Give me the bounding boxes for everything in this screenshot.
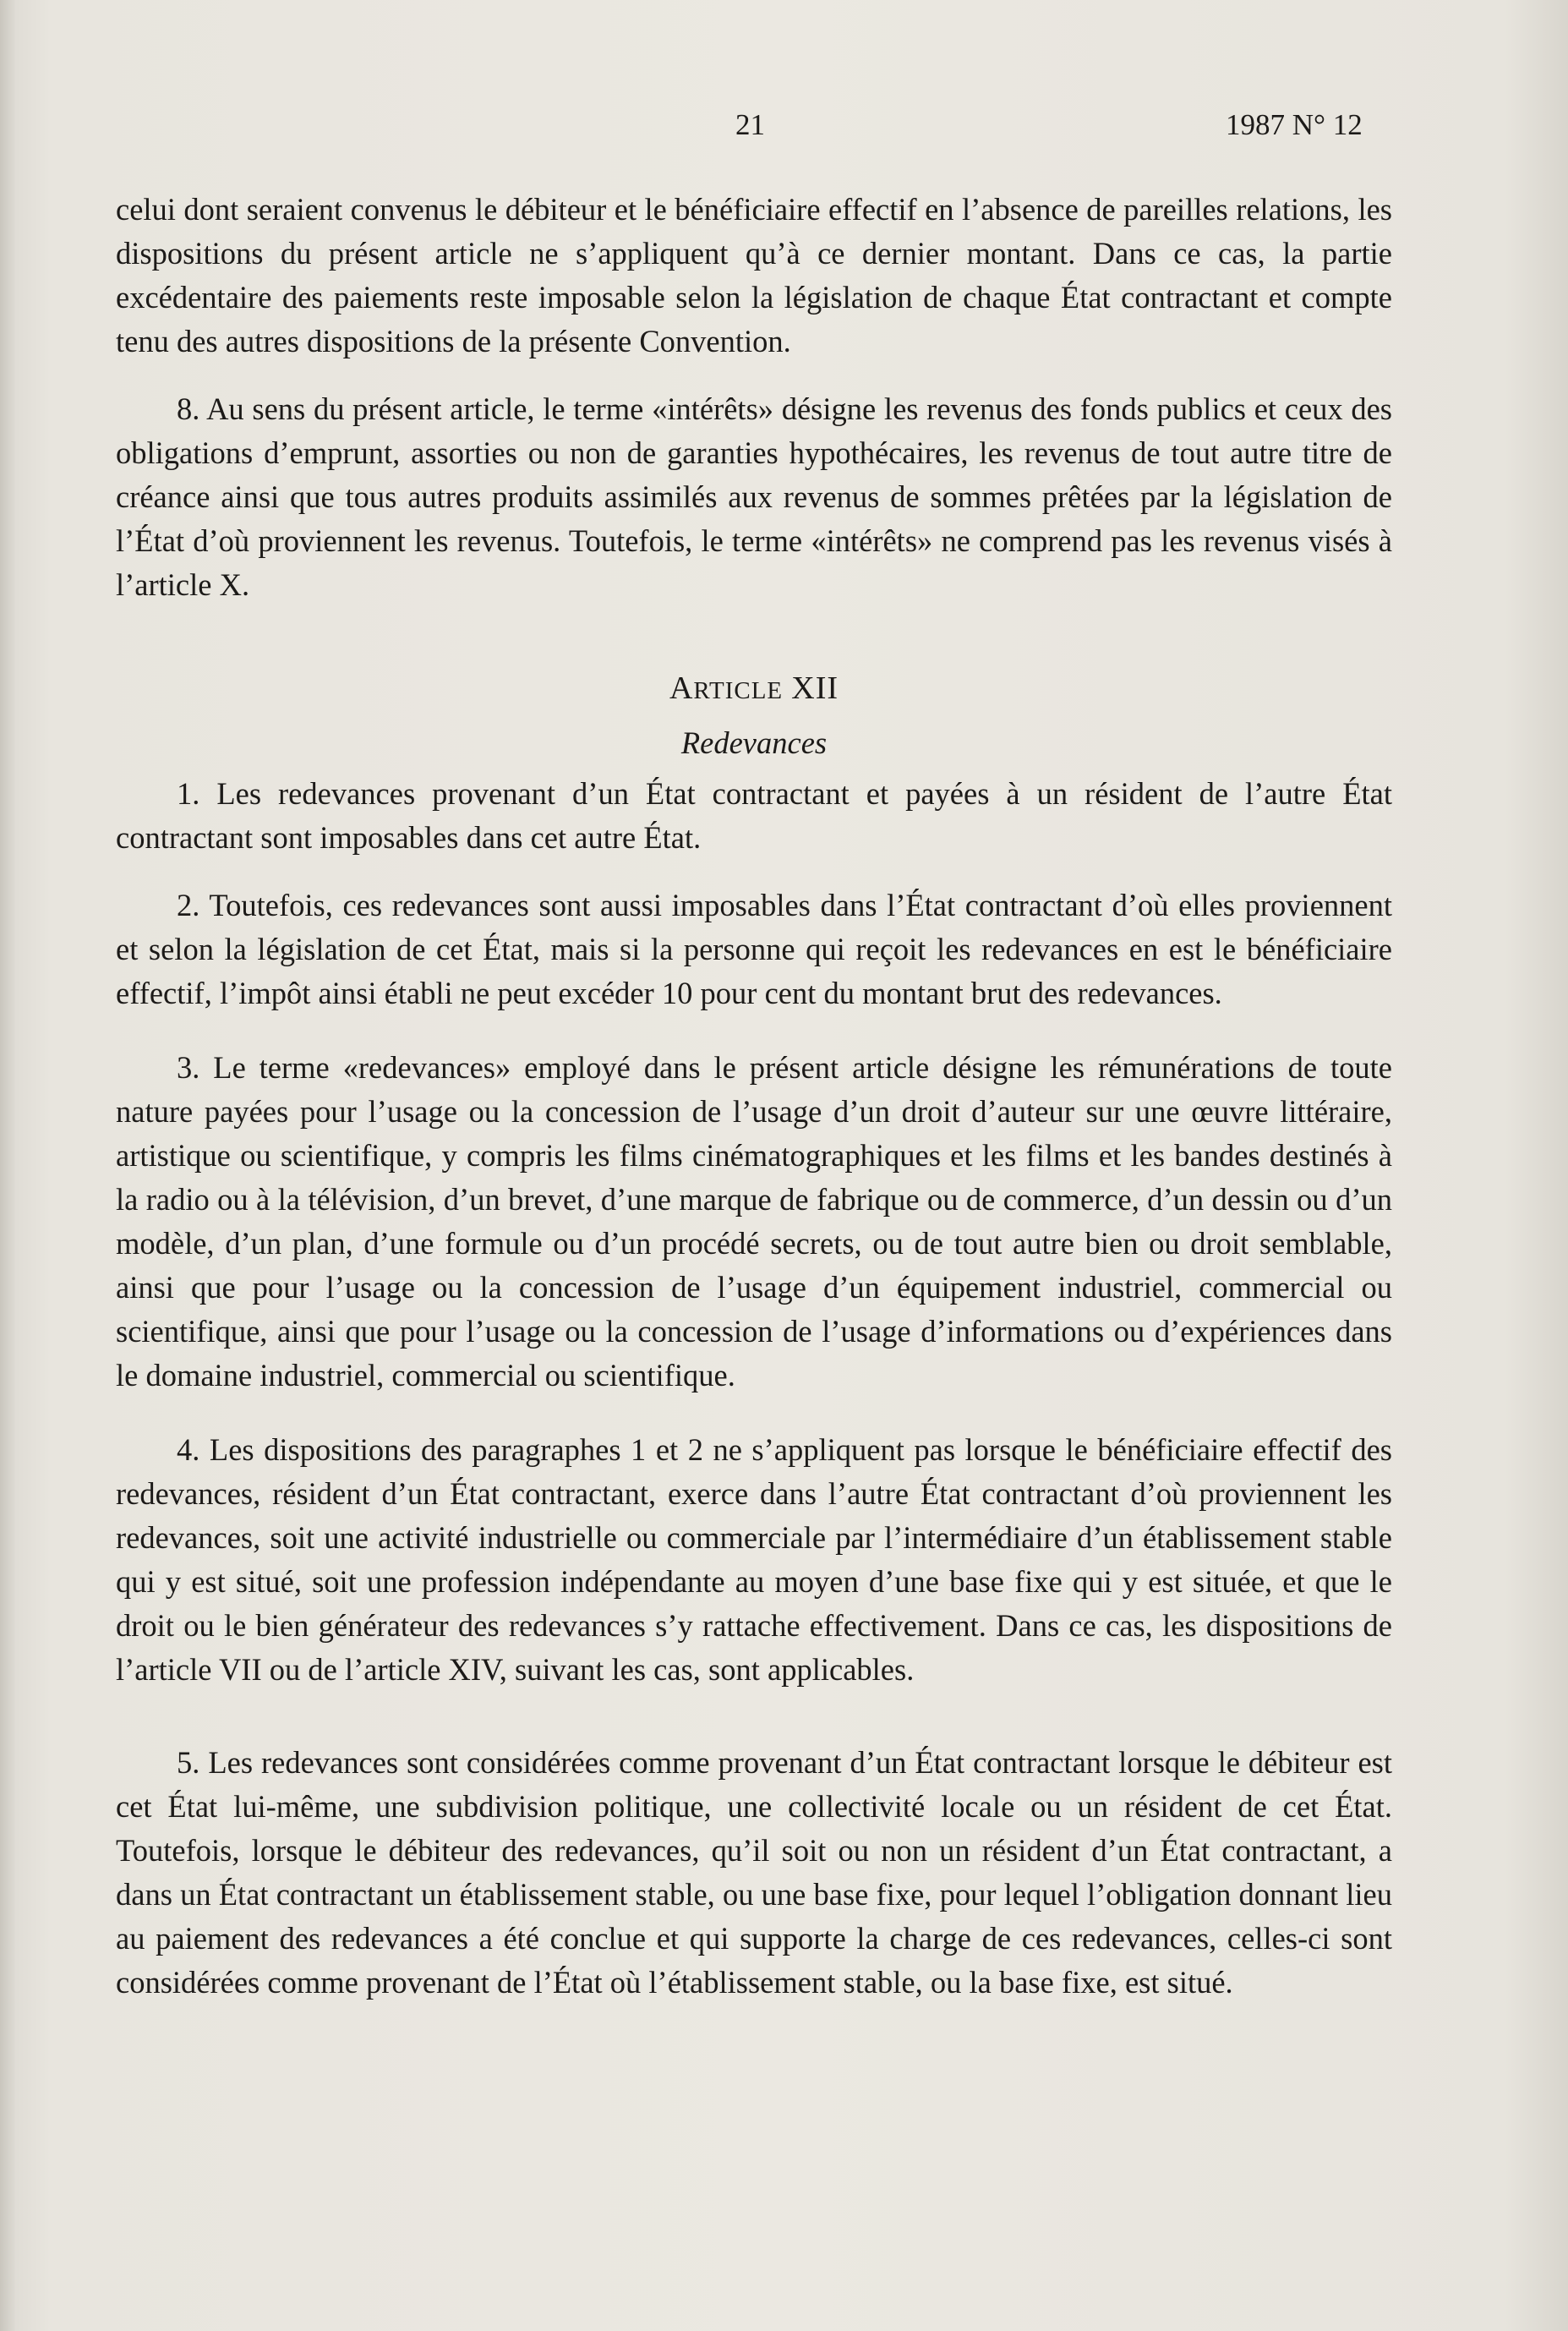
document-reference: 1987 N° 12 (1226, 108, 1363, 141)
article-subtitle: Redevances (680, 725, 828, 760)
article-heading (116, 666, 1392, 713)
article-heading-rest: RTICLE (693, 677, 784, 704)
article-heading-initial: A (669, 670, 694, 706)
article-paragraph-2: 2. Toutefois, ces redevances sont aussi imposables dans l’État contractant d’où elles proviennent et selon la législation de cet État, mais si la personne qui reçoit les redevances en est le bénéficiaire effectif, l’impôt ainsi établi ne peut excéder 10 pour cent du montant brut des redevances. (116, 888, 1392, 1010)
article-paragraph-1: 1. Les redevances provenant d’un État contractant et payées à un résident de l’autre État contractant sont imposables dans cet autre État. (116, 776, 1392, 855)
page-number: 21 (735, 108, 765, 141)
body-text (116, 188, 1392, 2005)
article-number: XII (791, 670, 839, 706)
binding-gutter (0, 0, 15, 2331)
paragraph-8: 8. Au sens du présent article, le terme «intérêts» désigne les revenus des fonds publics et ceux des obligations d’emprunt, assorties ou non de garanties hypothécaires, les revenus de tout autre titre de créance ainsi que tous autres produits assimilés aux revenus de sommes prêtées par la législation de l’État d’où proviennent les revenus. Toutefois, le terme «intérêts» ne comprend pas les revenus visés à l’article X. (116, 391, 1392, 602)
running-header (0, 100, 1568, 150)
article-paragraph-5: 5. Les redevances sont considérées comme provenant d’un État contractant lorsque le débiteur est cet État lui-même, une subdivision politique, une collectivité locale ou un résident de cet État. Toutefois, lorsque le débiteur des redevances, qu’il soit ou non un résident d’un État contractant, a dans un État contractant un établissement stable, ou une base fixe, pour lequel l’obligation donnant lieu au paiement des redevances a été conclue et qui supporte la charge de ces redevances, celles-ci sont considérées comme provenant de l’État où l’établissement stable, ou la base fixe, est situé. (116, 1745, 1392, 2000)
article-paragraph-4: 4. Les dispositions des paragraphes 1 et 2 ne s’appliquent pas lorsque le bénéficiaire effectif des redevances, résident d’un État contractant, exerce dans l’autre État contractant d’où proviennent les redevances, soit une activité industrielle ou commerciale par l’intermédiaire d’un établissement stable qui y est situé, soit une profession indépendante au moyen d’une base fixe qui y est située, et que le droit ou le bien générateur des redevances s’y rattache effectivement. Dans ce cas, les dispositions de l’article VII ou de l’article XIV, suivant les cas, sont applicables. (116, 1432, 1392, 1687)
paragraph-7-continued: celui dont seraient convenus le débiteur et le bénéficiaire effectif en l’absence de pareilles relations, les dispositions du présent article ne s’appliquent qu’à ce dernier montant. Dans ce cas, la partie excédentaire des paiements reste imposable selon la législation de chaque État contractant et compte tenu des autres dispositions de la présente Convention. (116, 192, 1392, 358)
article-paragraph-3: 3. Le terme «redevances» employé dans le présent article désigne les rémunérations de toute nature payées pour l’usage ou la concession de l’usage d’un droit d’auteur sur une œuvre littéraire, artistique ou scientifique, y compris les films cinématographiques et les films et les bandes destinés à la radio ou à la télévision, d’un brevet, d’une marque de fabrique ou de commerce, d’un dessin ou d’un modèle, d’un plan, d’une formule ou d’un procédé secrets, ou de tout autre bien ou droit semblable, ainsi que pour l’usage ou la concession de l’usage d’un équipement industriel, commercial ou scientifique, ainsi que pour l’usage ou la concession de l’usage d’informations ou d’expériences dans le domaine industriel, commercial ou scientifique. (116, 1050, 1392, 1393)
